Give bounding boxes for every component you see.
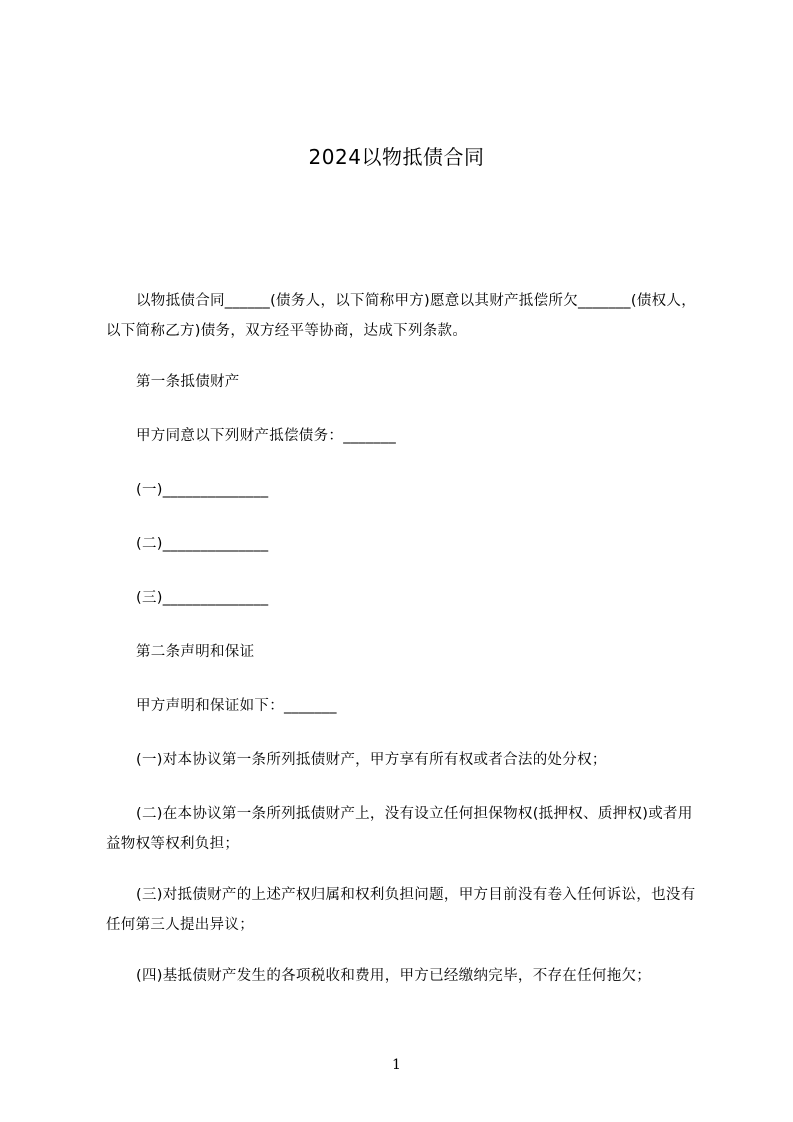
- warranty-item-1: (一)对本协议第一条所列抵债财产，甲方享有所有权或者合法的处分权；: [136, 752, 607, 768]
- article-1-heading: 第一条抵债财产: [136, 374, 240, 390]
- asset-item-2: (二)______________: [136, 536, 269, 552]
- document-title: 2024以物抵债合同: [308, 145, 485, 169]
- article-2-heading: 第二条声明和保证: [136, 644, 255, 660]
- warranty-item-3: (三)对抵债财产的上述产权归属和权利负担问题，甲方目前没有卷入任何诉讼，也没有任何第三人提出异议；: [106, 887, 696, 933]
- warranty-item-4: (四)基抵债财产发生的各项税收和费用，甲方已经缴纳完毕，不存在任何拖欠；: [136, 968, 652, 984]
- asset-item-3: (三)______________: [136, 590, 269, 606]
- page-number: 1: [392, 1057, 401, 1073]
- warranty-item-2: (二)在本协议第一条所列抵债财产上，没有设立任何担保物权(抵押权、质押权)或者用益物权等权利负担；: [106, 806, 693, 852]
- intro-paragraph: 以物抵债合同______(债务人，以下简称甲方)愿意以其财产抵偿所欠_______(债权人，以下简称乙方)债务，双方经平等协商，达成下列条款。: [106, 293, 697, 339]
- article-1-text: 甲方同意以下列财产抵偿债务：_______: [136, 428, 397, 444]
- article-2-text: 甲方声明和保证如下：_______: [136, 698, 337, 714]
- asset-item-1: (一)______________: [136, 482, 269, 498]
